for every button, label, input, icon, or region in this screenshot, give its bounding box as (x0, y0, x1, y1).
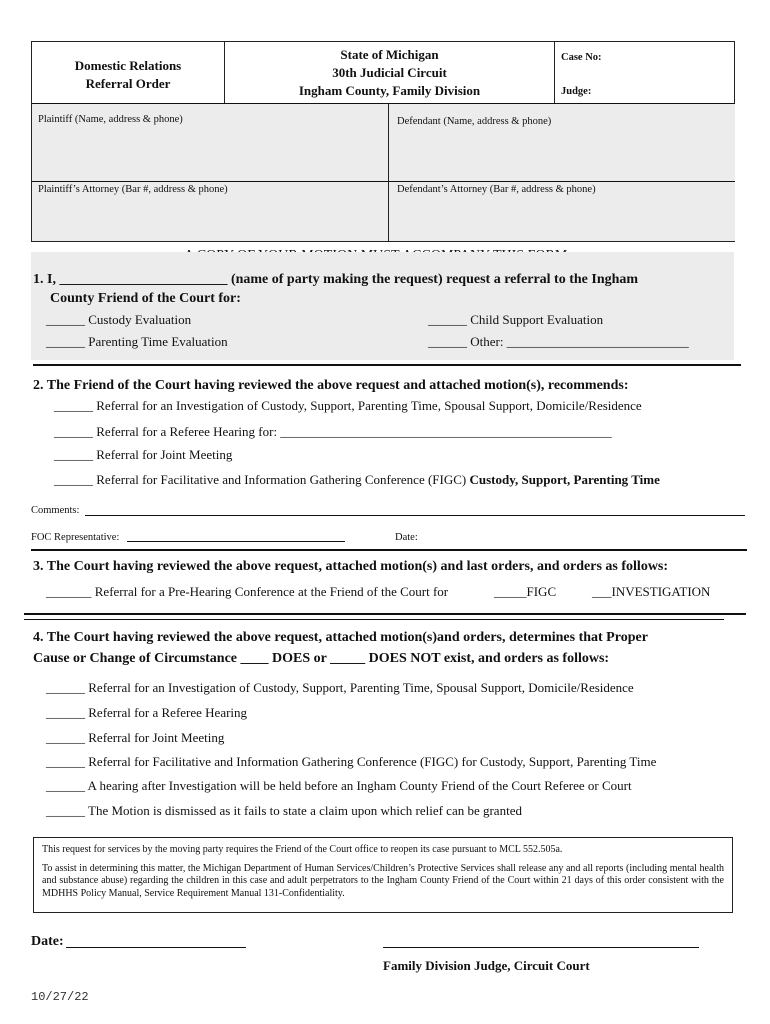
court-state: State of Michigan (340, 47, 439, 62)
defendant-attorney-label: Defendant’s Attorney (Bar #, address & phone) (397, 184, 596, 195)
order-item-joint-meeting[interactable]: ______ Referral for Joint Meeting (46, 730, 225, 745)
court-county: Ingham County, Family Division (298, 83, 481, 98)
order-item-hearing-after-investigation[interactable]: ______ A hearing after Investigation will be held before an Ingham County Friend of the Court Referee or Court (46, 778, 632, 793)
plaintiff-label: Plaintiff (Name, address & phone) (38, 114, 183, 125)
case-no-label: Case No: (561, 52, 602, 63)
foc-item-referee-hearing[interactable]: ______ Referral for a Referee Hearing for: ___________________________________________________ (54, 424, 612, 439)
option-custody-evaluation[interactable]: ______ Custody Evaluation (46, 312, 192, 327)
section3-title: 3. The Court having reviewed the above request, attached motion(s) and last orders, and orders as follows: (33, 559, 669, 574)
notice-box (33, 837, 733, 913)
foc-representative-label: FOC Representative: (31, 532, 120, 543)
judge-label: Judge: (561, 86, 592, 97)
section2-title: 2. The Friend of the Court having reviewed the above request and attached motion(s), recommends: (33, 378, 629, 393)
judge-signature-label: Family Division Judge, Circuit Court (383, 958, 590, 973)
foc-item-figc[interactable] (54, 472, 660, 488)
judge-signature-line[interactable] (383, 947, 699, 948)
option-parenting-time-evaluation[interactable]: ______ Parenting Time Evaluation (46, 334, 228, 349)
form-title-line1: Domestic Relations (74, 58, 182, 73)
option-other[interactable]: ______ Other: ____________________________ (428, 334, 689, 349)
defendant-attorney-field[interactable] (389, 182, 735, 241)
defendant-label: Defendant (Name, address & phone) (397, 116, 552, 127)
section4-title-line2: Cause or Change of Circumstance ____ DOES or _____ DOES NOT exist, and orders as follows: (33, 651, 610, 666)
notice-reopen-text: This request for services by the moving party requires the Friend of the Court office to reopen its case pursuant to MCL 552.505a. (42, 844, 563, 855)
form-title-line2: Referral Order (85, 76, 171, 91)
foc-item-figc-bold: Custody, Support, Parenting Time (469, 472, 660, 487)
order-item-figc[interactable]: ______ Referral for Facilitative and Information Gathering Conference (FIGC) for Custody, Support, Parenting Time (46, 754, 657, 769)
foc-item-figc-text: ______ Referral for Facilitative and Information Gathering Conference (FIGC) (54, 472, 470, 487)
court-item-investigation[interactable]: ___INVESTIGATION (592, 584, 711, 599)
footer-date-line[interactable] (66, 947, 246, 948)
defendant-field[interactable] (389, 104, 735, 181)
header-table (31, 41, 735, 242)
notice-release-text: To assist in determining this matter, the Michigan Department of Human Services/Children’s Protective Services shall release any and all reports (including mental health and substance abuse) regarding the children in this case and adult perpetrators to the Ingham County Friend of the Court within 21 days of this order consistent with the MDHHS Policy Manual, Service Requirement Manual 131-Confidentiality. (42, 862, 724, 899)
foc-representative-line[interactable] (127, 541, 345, 542)
plaintiff-field[interactable] (32, 104, 389, 181)
foc-item-joint-meeting[interactable]: ______ Referral for Joint Meeting (54, 447, 233, 462)
case-judge-cell (555, 42, 735, 104)
order-item-investigation[interactable]: ______ Referral for an Investigation of Custody, Support, Parenting Time, Spousal Support, Domicile/Residence (46, 680, 634, 695)
footer-date-label: Date: (31, 934, 64, 949)
court-item-prehearing[interactable]: _______ Referral for a Pre-Hearing Conference at the Friend of the Court for (46, 584, 449, 599)
plaintiff-attorney-label: Plaintiff’s Attorney (Bar #, address & phone) (38, 184, 228, 195)
foc-item-investigation[interactable]: ______ Referral for an Investigation of Custody, Support, Parenting Time, Spousal Support, Domicile/Residence (54, 398, 642, 413)
revision-date: 10/27/22 (31, 990, 89, 1004)
court-item-figc[interactable]: _____FIGC (494, 584, 557, 599)
order-item-referee-hearing[interactable]: ______ Referral for a Referee Hearing (46, 705, 248, 720)
order-item-motion-dismissed[interactable]: ______ The Motion is dismissed as it fails to state a claim upon which relief can be granted (46, 803, 522, 818)
section1-line1: 1. I, ________________________ (name of party making the request) request a referral to the Ingham (33, 272, 639, 287)
court-circuit: 30th Judicial Circuit (332, 65, 447, 80)
comments-line[interactable] (85, 515, 745, 516)
court-cell (225, 42, 555, 104)
plaintiff-attorney-field[interactable] (32, 182, 389, 241)
option-child-support-evaluation[interactable]: ______ Child Support Evaluation (428, 312, 604, 327)
section4-title-line1: 4. The Court having reviewed the above request, attached motion(s)and orders, determines that Proper (33, 630, 648, 645)
section1-line2: County Friend of the Court for: (50, 291, 241, 306)
form-title-cell (32, 42, 225, 104)
foc-date-label: Date: (395, 532, 418, 543)
comments-label: Comments: (31, 505, 80, 516)
